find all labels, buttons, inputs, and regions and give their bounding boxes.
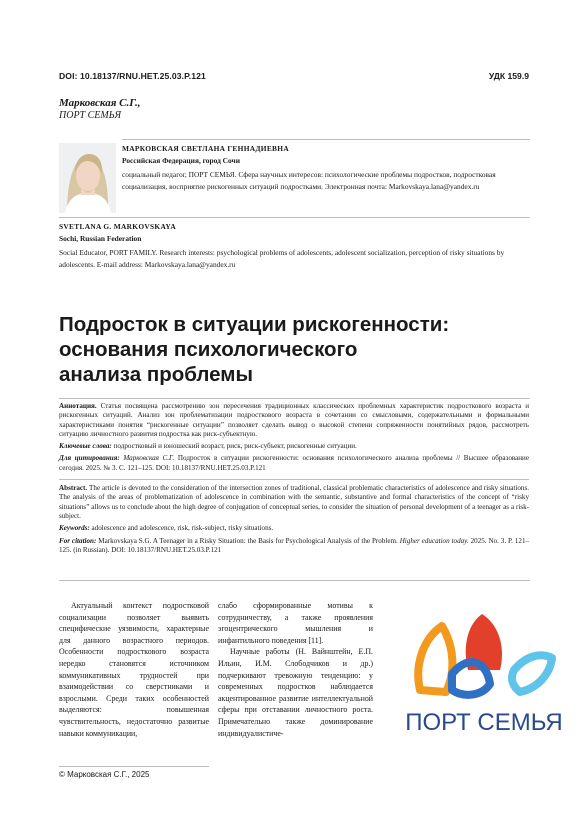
body-column-1 <box>59 600 209 739</box>
abstract-top-rule <box>59 398 530 399</box>
author-name: Марковская С.Г., <box>59 97 141 109</box>
body-col1-paragraph: Актуальный контекст подростковой социализации позволяет выявить специфические уязвимости, характерные для данного возрастного периодов. Особенности подросткового возраста нередко становятся источником коммуникативных трудностей при взаимодействии со сверстниками и взрослыми. Среди таких особенностей выделяются: повышенная чувствительность, недостаточно развитые навыки коммуникации, <box>59 601 209 738</box>
keywords-en-text: adolescence and adolescence, risk, risk-subject, risky situations. <box>91 524 274 533</box>
author-org: ПОРТ СЕМЬЯ <box>59 110 122 121</box>
logo-text: ПОРТ СЕМЬЯ <box>405 709 563 736</box>
author-photo <box>59 143 116 213</box>
abstract-bottom-rule <box>59 580 530 581</box>
title-line-1: Подросток в ситуации рискогенности: <box>59 313 450 336</box>
abstract-en-label: Abstract. <box>59 484 88 493</box>
citation-en-tail: 2025. No. 3. P. 121–125. (in Russian). DOI: 10.18137/RNU.HET.25.03.P.121 <box>59 536 530 554</box>
port-semya-logo <box>380 600 588 760</box>
bio-separator-rule <box>59 217 530 218</box>
body-col2-paragraph-1: слабо сформированные мотивы к сотрудничеству, а также проявления эгоцентрического мышления и инфантильного поведения [11]. <box>218 601 373 645</box>
citation-ru-label: Для цитирования: <box>59 454 120 463</box>
bio-en <box>59 221 529 271</box>
bio-en-place: Sochi, Russian Federation <box>59 234 142 243</box>
bio-ru-text: социальный педагог, ПОРТ СЕМЬЯ. Сфера научных интересов: психологические проблемы подростков, подростковая социализация, восприятие рискогенных ситуаций подростками. Электронная почта: Markovskaya.lana@yandex.ru <box>122 170 496 191</box>
keywords-en-label: Keywords: <box>59 524 90 533</box>
bio-ru <box>122 143 530 193</box>
body-column-2 <box>218 600 373 739</box>
abstract-en <box>59 484 529 521</box>
bio-en-text: Social Educator, PORT FAMILY. Research interests: psychological problems of adolescents, adolescent socialization, perception of risky situations by adolescents. E-mail address: Markovskaya.lana@yandex.ru <box>59 248 505 269</box>
body-col2-paragraph-2: Научные работы (Н. Вайнштейн, Е.П. Ильин, И.М. Слободчиков и др.) подчеркивают тревожную тенденцию: у современных подростков наблюдается акцентированное развитие интеллектуальной сферы при отставании личностного роста. Примечательно также доминирование индивидуалистиче- <box>218 647 373 738</box>
abstract-en-text: The article is devoted to the consideration of the intersection zones of traditional, classical problematic characteristics of adolescence and risky situations. The analysis of the areas of problematization of adolescence in combination with the semantic, substantive and formal characteristics of the concept of “risky situations” allows us to conclude about the high degree of conjugation of conceptual series, to consider the situation of personal development of a teenager as a risk-subject. <box>59 484 529 520</box>
bio-ru-place: Российская Федерация, город Сочи <box>122 156 240 165</box>
article-title <box>59 312 529 387</box>
citation-en-text: Markovskaya S.G. A Teenager in a Risky Situation: the Basis for Psychological Analysis of the Problem. <box>98 536 398 545</box>
citation-en-label: For citation: <box>59 536 97 545</box>
footer-rule <box>59 766 209 767</box>
bio-en-name: SVETLANA G. MARKOVSKAYA <box>59 222 177 231</box>
abstract-section <box>59 402 529 558</box>
keywords-en <box>59 524 529 533</box>
abstract-ru <box>59 402 529 439</box>
abstract-ru-label: Аннотация. <box>59 402 97 410</box>
citation-ru-author: Марковская С.Г. <box>123 454 175 463</box>
title-line-2: основания психологического <box>59 338 358 361</box>
citation-en <box>59 537 529 556</box>
abstract-mid-rule <box>59 479 529 480</box>
abstract-ru-text: Статья посвящена рассмотрению зон пересечения традиционных классических проблемных характеристик подросткового возраста и рискогенных ситуаций. Анализ зон проблематизации подросткового возраста в сочетании со смысловыми, содержательными и формальными характеристиками понятия “рискогенные ситуации” позволяет сделать вывод о высокой степени сопряженности понятийных рядов, рассмотреть ситуацию личностного развития подростка как риск-субъектную. <box>59 402 529 438</box>
keywords-ru-text: подростковый и юношеский возраст, риск, риск-субъект, рискогенные ситуации. <box>113 442 357 451</box>
bio-ru-name: МАРКОВСКАЯ СВЕТЛАНА ГЕННАДИЕВНА <box>122 144 289 153</box>
keywords-ru <box>59 442 529 451</box>
bio-top-rule <box>122 139 530 140</box>
doi: DOI: 10.18137/RNU.HET.25.03.P.121 <box>59 71 206 81</box>
citation-en-journal: Higher education today. <box>399 536 469 545</box>
citation-ru <box>59 454 529 473</box>
citation-ru-text: Подросток в ситуации рискогенности: основания психологического анализа проблемы // Высшее образование сегодня. 2025. № 3. С. 121–125. DOI: 10.18137/RNU.HET.25.03.P.121 <box>59 454 530 472</box>
keywords-ru-label: Ключевые слова: <box>59 442 112 451</box>
title-line-3: анализа проблемы <box>59 363 253 386</box>
copyright: © Марковская С.Г., 2025 <box>59 770 150 779</box>
udk: УДК 159.9 <box>488 71 529 81</box>
